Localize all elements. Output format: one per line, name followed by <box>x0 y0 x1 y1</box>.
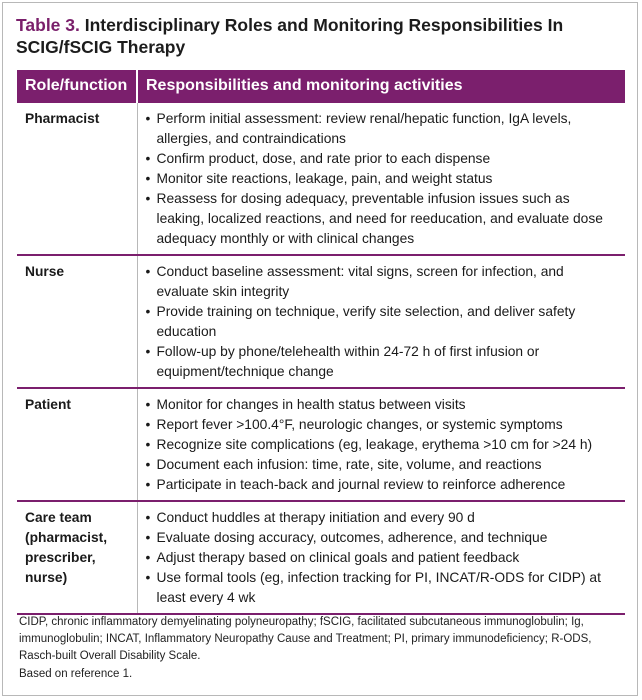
list-item: • Conduct baseline assessment: vital signs, screen for infection, and evaluate skin integrity <box>146 262 618 302</box>
list-item: • Recognize site complications (eg, leakage, erythema >10 cm for >24 h) <box>146 435 618 455</box>
role-cell: Patient <box>17 388 137 501</box>
reference-note: Based on reference 1. <box>19 668 133 680</box>
list-item: • Perform initial assessment: review renal/hepatic function, IgA levels, allergies, and contraindications <box>146 109 618 149</box>
list-item: • Monitor site reactions, leakage, pain, and weight status <box>146 169 618 189</box>
header-responsibilities: Responsibilities and monitoring activities <box>137 70 625 102</box>
list-item: • Confirm product, dose, and rate prior to each dispense <box>146 149 618 169</box>
table-row <box>17 102 625 255</box>
list-item: • Evaluate dosing accuracy, outcomes, adherence, and technique <box>146 528 618 548</box>
responsibilities-cell <box>137 255 625 388</box>
table-caption: Interdisciplinary Roles and Monitoring Responsibilities In SCIG/fSCIG Therapy <box>16 15 564 57</box>
list-item: • Provide training on technique, verify site selection, and deliver safety education <box>146 302 618 342</box>
role-cell: Pharmacist <box>17 102 137 255</box>
table-row <box>17 255 625 388</box>
list-item: • Report fever >100.4°F, neurologic changes, or systemic symptoms <box>146 415 618 435</box>
role-cell: Nurse <box>17 255 137 388</box>
responsibilities-cell <box>137 388 625 501</box>
list-item: • Monitor for changes in health status between visits <box>146 395 618 415</box>
table-header-row <box>17 70 625 102</box>
table-row <box>17 501 625 614</box>
responsibilities-cell <box>137 102 625 255</box>
roles-table <box>17 70 625 615</box>
list-item: • Adjust therapy based on clinical goals and patient feedback <box>146 548 618 568</box>
list-item: • Follow-up by phone/telehealth within 24-72 h of first infusion or equipment/technique change <box>146 342 618 382</box>
abbreviations-footnote: CIDP, chronic inflammatory demyelinating polyneuropathy; fSCIG, facilitated subcutaneous immunoglobulin; Ig, immunoglobulin; INCAT, Inflammatory Neuropathy Cause and Treatment; PI, primary immunodeficiency; R-ODS, Rasch-built Overall Disability Scale. <box>19 616 592 662</box>
list-item: • Participate in teach-back and journal review to reinforce adherence <box>146 475 618 495</box>
list-item: • Conduct huddles at therapy initiation and every 90 d <box>146 508 618 528</box>
list-item: • Reassess for dosing adequacy, preventable infusion issues such as leaking, localized reactions, and need for reeducation, and evaluate dose adequacy monthly or with clinical changes <box>146 189 618 249</box>
table-number: Table 3. <box>16 15 80 35</box>
responsibilities-cell <box>137 501 625 614</box>
table-row <box>17 388 625 501</box>
list-item: • Use formal tools (eg, infection tracking for PI, INCAT/R-ODS for CIDP) at least every 4 wk <box>146 568 618 608</box>
header-role: Role/function <box>17 70 137 102</box>
role-cell: Care team (pharmacist, prescriber, nurse) <box>17 501 137 614</box>
table-title <box>16 14 616 58</box>
list-item: • Document each infusion: time, rate, site, volume, and reactions <box>146 455 618 475</box>
